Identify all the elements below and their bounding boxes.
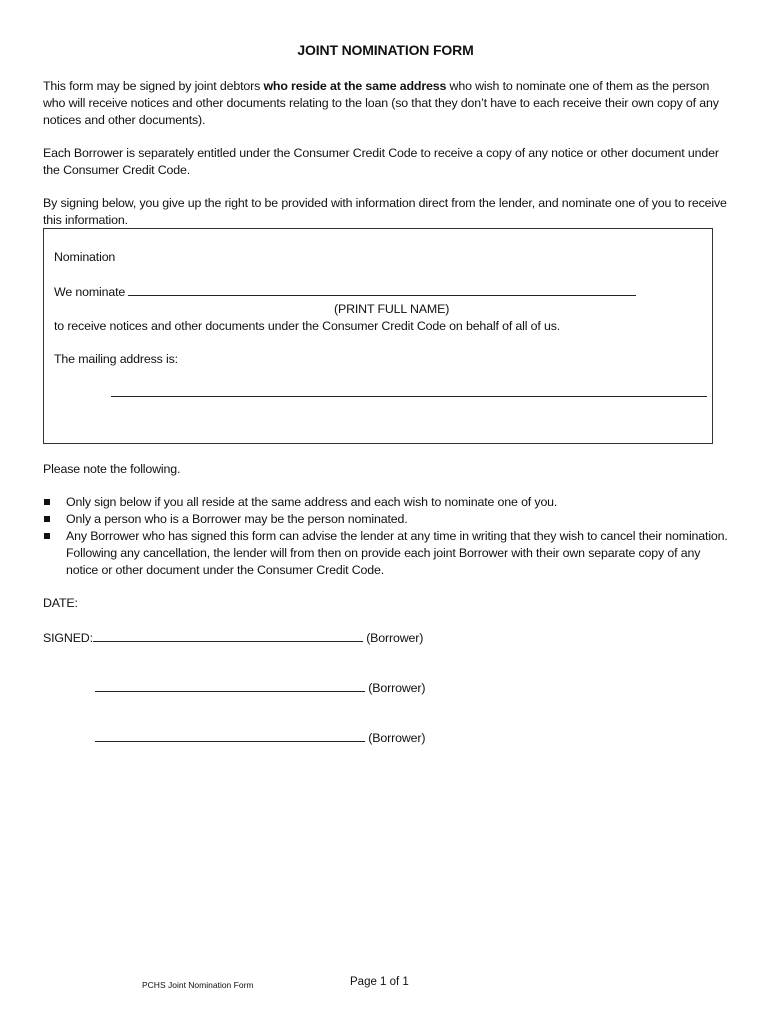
square-bullet-icon	[44, 533, 50, 539]
list-item: Only a person who is a Borrower may be the person nominated.	[43, 511, 728, 528]
list-item: Any Borrower who has signed this form can advise the lender at any time in writing that they wish to cancel their nomination. Following any cancellation, the lender will from then on provide each joint Borrower with their own separate copy of any notice or other document under the Consumer Credit Code.	[43, 528, 728, 579]
footer-form-name: PCHS Joint Nomination Form	[142, 980, 254, 990]
waiver-paragraph: By signing below, you give up the right to be provided with information direct from the lender, and nominate one of you to receive this information.	[43, 196, 727, 227]
signature-row-1	[43, 629, 728, 646]
borrower-signature-field-2[interactable]	[95, 679, 365, 692]
conditions-list	[43, 494, 728, 579]
intro-bold-text: who reside at the same address	[263, 79, 447, 93]
borrower-label: (Borrower)	[362, 631, 424, 645]
nominate-row	[54, 283, 702, 301]
signature-row-2	[43, 679, 728, 696]
intro-text-1: This form may be signed by joint debtors	[43, 79, 264, 93]
square-bullet-icon	[44, 499, 50, 505]
we-nominate-label: We nominate	[54, 285, 129, 299]
nomination-box	[43, 228, 713, 444]
document-page	[43, 42, 728, 779]
nomination-heading: Nomination	[54, 250, 116, 264]
footer-page-number: Page 1 of 1	[350, 976, 409, 988]
date-label: DATE:	[43, 596, 78, 610]
intro-paragraph	[43, 78, 728, 129]
borrower-label: (Borrower)	[365, 681, 426, 695]
borrower-signature-field-1[interactable]	[93, 629, 363, 642]
list-item: Only sign below if you all reside at the same address and each wish to nominate one of you.	[43, 494, 728, 511]
borrower-label: (Borrower)	[365, 731, 426, 745]
entitlement-paragraph: Each Borrower is separately entitled under the Consumer Credit Code to receive a copy of any notice or other document under the Consumer Credit Code.	[43, 146, 719, 177]
mailing-address-label: The mailing address is:	[54, 352, 178, 366]
print-full-name-caption: (PRINT FULL NAME)	[334, 302, 450, 316]
mailing-address-field[interactable]	[111, 396, 707, 397]
intro-text-2: who wish to nominate one of them as the person who will receive notices and other documents relating to the loan (so that they don’t have to each receive their own copy of any notices and other documents).	[43, 79, 719, 127]
form-title: JOINT NOMINATION FORM	[297, 42, 474, 58]
nominee-name-field[interactable]	[128, 283, 636, 296]
signature-row-3	[43, 729, 728, 746]
signed-label: SIGNED:	[43, 631, 93, 645]
note-heading: Please note the following.	[43, 462, 181, 476]
borrower-signature-field-3[interactable]	[95, 729, 365, 742]
square-bullet-icon	[44, 516, 50, 522]
receive-notices-text: to receive notices and other documents under the Consumer Credit Code on behalf of all of us.	[54, 319, 561, 333]
